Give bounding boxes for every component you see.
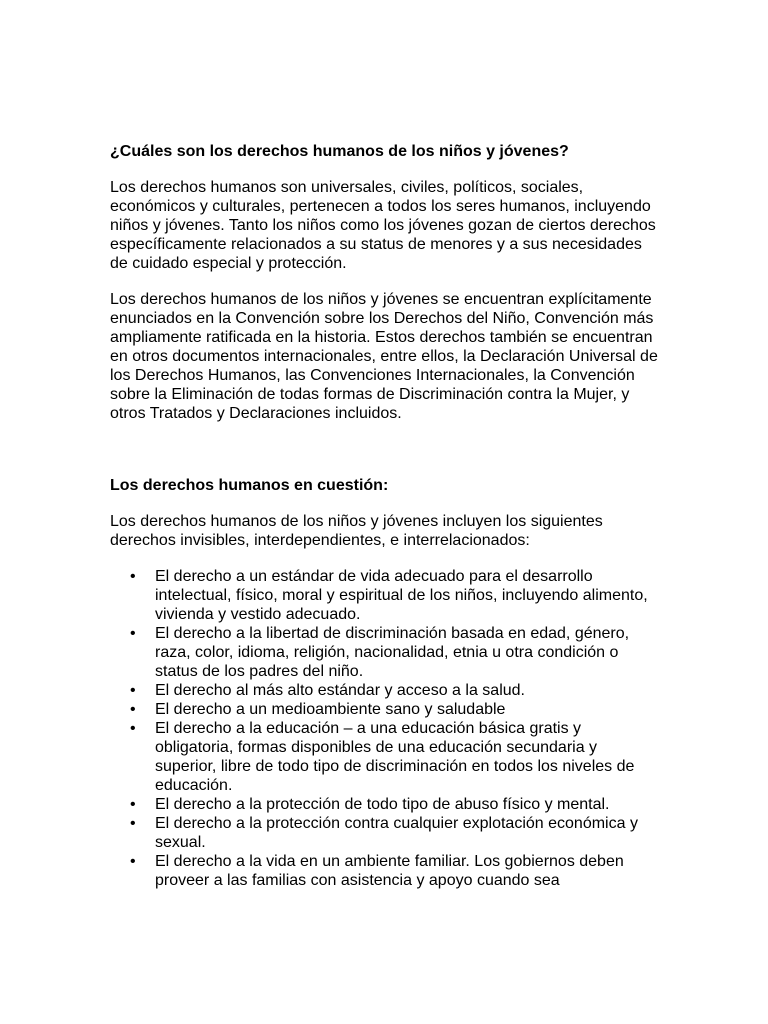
list-item bbox=[110, 814, 662, 852]
section-heading-rights-in-question: Los derechos humanos en cuestión: bbox=[110, 477, 389, 494]
list-item-text: El derecho a la libertad de discriminación basada en edad, género, raza, color, idioma, religión, nacionalidad, etnia u otra condición o status de los padres del niño. bbox=[155, 625, 630, 680]
list-item bbox=[110, 567, 662, 624]
paragraph-rights-list-intro: Los derechos humanos de los niños y jóvenes incluyen los siguientes derechos invisibles, interdependientes, e interrelacionados: bbox=[110, 513, 603, 549]
list-item bbox=[110, 719, 662, 795]
bullet-icon: • bbox=[130, 796, 136, 813]
bullet-icon: • bbox=[130, 625, 136, 642]
rights-list bbox=[110, 567, 662, 890]
bullet-icon: • bbox=[130, 720, 136, 737]
list-item bbox=[110, 795, 662, 814]
section-heading-rights: ¿Cuáles son los derechos humanos de los niños y jóvenes? bbox=[110, 143, 569, 160]
paragraph-convention: Los derechos humanos de los niños y jóvenes se encuentran explícitamente enunciados en la Convención sobre los Derechos del Niño, Convención más ampliamente ratificada en la historia. Estos derechos también se encuentran en otros documentos internacionales, entre ellos, la Declaración Universal de los Derechos Humanos, las Convenciones Internacionales, la Convención sobre la Eliminación de todas formas de Discriminación contra la Mujer, y otros Tratados y Declaraciones incluidos. bbox=[110, 291, 658, 422]
list-item bbox=[110, 624, 662, 681]
document-body bbox=[110, 142, 662, 890]
list-item bbox=[110, 852, 662, 890]
bullet-icon: • bbox=[130, 568, 136, 585]
list-item-text: El derecho a la protección contra cualquier explotación económica y sexual. bbox=[155, 815, 638, 851]
list-item bbox=[110, 681, 662, 700]
bullet-icon: • bbox=[130, 701, 136, 718]
list-item-text: El derecho a la protección de todo tipo de abuso físico y mental. bbox=[155, 796, 610, 813]
list-item-text: El derecho a un medioambiente sano y saludable bbox=[155, 701, 506, 718]
list-item bbox=[110, 700, 662, 719]
list-item-text: El derecho a la vida en un ambiente familiar. Los gobiernos deben proveer a las familias con asistencia y apoyo cuando sea bbox=[155, 853, 624, 889]
list-item-text: El derecho a la educación – a una educación básica gratis y obligatoria, formas disponibles de una educación secundaria y superior, libre de todo tipo de discriminación en todos los niveles de educación. bbox=[155, 720, 635, 794]
bullet-icon: • bbox=[130, 815, 136, 832]
list-item-text: El derecho al más alto estándar y acceso a la salud. bbox=[155, 682, 525, 699]
bullet-icon: • bbox=[130, 853, 136, 870]
bullet-icon: • bbox=[130, 682, 136, 699]
paragraph-intro: Los derechos humanos son universales, civiles, políticos, sociales, económicos y culturales, pertenecen a todos los seres humanos, incluyendo niños y jóvenes. Tanto los niños como los jóvenes gozan de ciertos derechos específicamente relacionados a su status de menores y a sus necesidades de cuidado especial y protección. bbox=[110, 179, 656, 272]
list-item-text: El derecho a un estándar de vida adecuado para el desarrollo intelectual, físico, moral y espiritual de los niños, incluyendo alimento, vivienda y vestido adecuado. bbox=[155, 568, 648, 623]
